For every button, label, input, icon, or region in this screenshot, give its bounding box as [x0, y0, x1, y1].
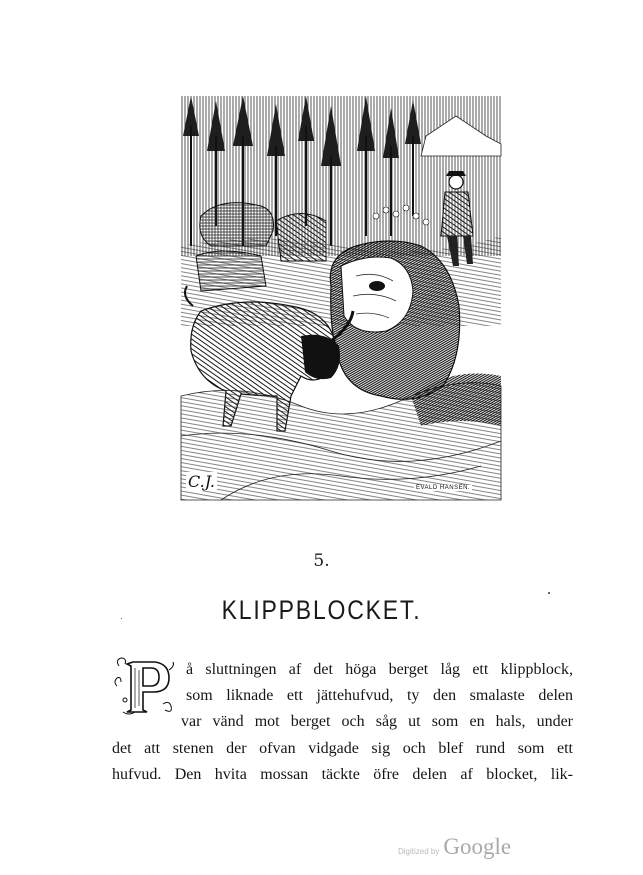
ornate-letter-p-icon	[13, 556, 179, 718]
ornamental-dropcap	[13, 556, 179, 718]
engraver-credit: EVALD HANSEN.	[416, 485, 471, 491]
body-text-line: som liknade ett jättehufvud, ty den smalaste delen	[186, 687, 573, 704]
paper-speck	[548, 592, 550, 594]
digitized-by-label: Digitized by	[398, 847, 440, 856]
body-text-line: var vänd mot berget och såg ut som en hals, under	[181, 713, 573, 730]
dropcap-letter: P	[13, 556, 14, 557]
body-text-line: å sluttningen af det höga berget låg ett klippblock,	[186, 661, 573, 678]
engraving-bull-boulder-icon	[181, 96, 501, 500]
body-text-line: hufvud. Den hvita mossan täckte öfre delen af blocket, lik-	[112, 766, 573, 783]
engraving-illustration	[181, 96, 501, 500]
chapter-number: 5.	[313, 551, 330, 571]
paper-speck	[121, 618, 122, 619]
chapter-title: KLIPPBLOCKET.	[221, 594, 422, 625]
body-text-line: det att stenen der ofvan vidgade sig och blef rund som ett	[112, 740, 573, 757]
digitized-watermark	[398, 834, 511, 860]
google-logo: Google	[443, 834, 512, 859]
artist-monogram: C.J.	[188, 472, 216, 491]
